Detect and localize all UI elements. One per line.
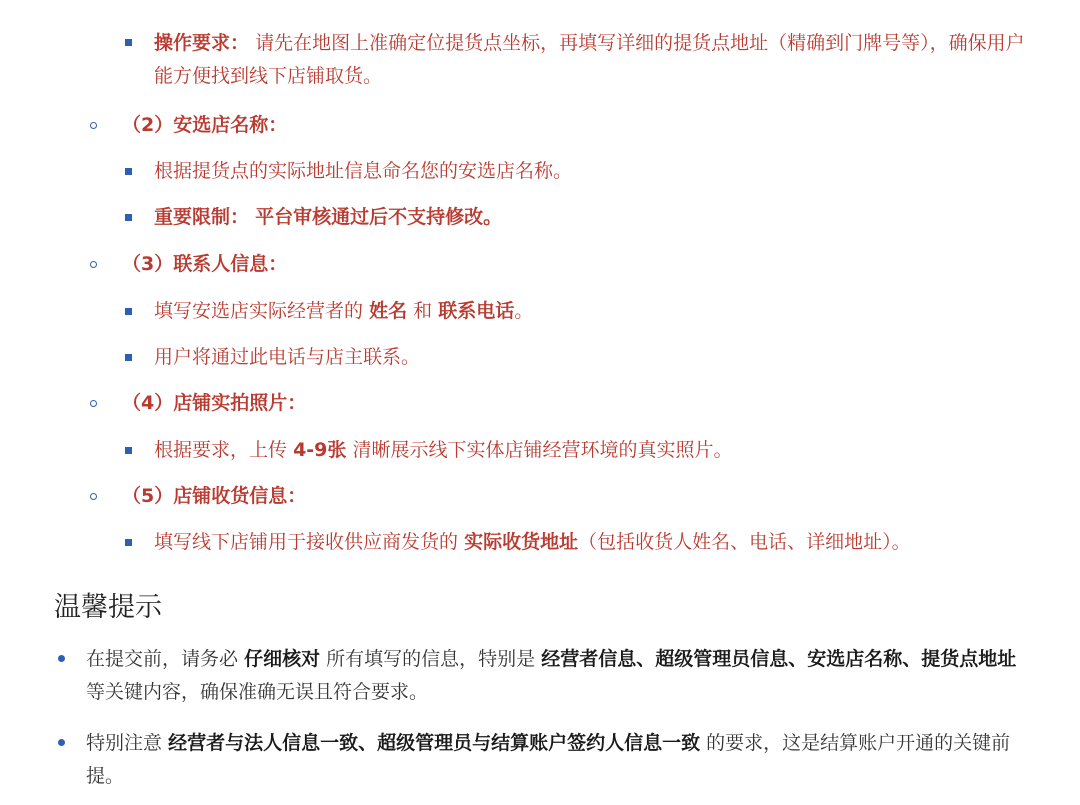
s4-item-1-pre: 根据要求，上传 — [154, 439, 288, 461]
dot-bullet-icon — [58, 739, 65, 746]
tip-1-bold-1: 仔细核对 — [244, 648, 321, 670]
s4-item-1-count: 4-9张 — [293, 439, 347, 461]
s3-item-1-post: 。 — [514, 300, 534, 322]
s5-item-1 — [154, 526, 1034, 559]
section-3-label: （3）联系人信息： — [122, 253, 288, 275]
circle-bullet-icon — [90, 261, 97, 268]
section-4-label: （4）店铺实拍照片： — [122, 392, 307, 414]
tip-1-post: 等关键内容，确保准确无误且符合要求。 — [86, 681, 429, 703]
tip-2 — [86, 727, 1036, 793]
s5-item-1-pre: 填写线下店铺用于接收供应商发货的 — [154, 531, 459, 553]
circle-bullet-icon — [90, 122, 97, 129]
s5-item-1-address: 实际收货地址 — [464, 531, 579, 553]
s3-item-1-mid: 和 — [413, 300, 433, 322]
s2-item-2 — [154, 201, 1034, 234]
s2-item-2-text: 平台审核通过后不支持修改。 — [255, 206, 503, 228]
op-requirement-text: 请先在地图上准确定位提货点坐标，再填写详细的提货点地址（精确到门牌号等），确保用户能方便找到线下店铺取货。 — [154, 32, 1025, 87]
circle-bullet-icon — [90, 400, 97, 407]
tip-1-pre: 在提交前，请务必 — [86, 648, 239, 670]
square-bullet-icon — [125, 308, 132, 315]
s4-item-1-post: 清晰展示线下实体店铺经营环境的真实照片。 — [352, 439, 733, 461]
square-bullet-icon — [125, 214, 132, 221]
s2-item-1: 根据提货点的实际地址信息命名您的安选店名称。 — [154, 160, 573, 182]
s3-item-1 — [154, 295, 1034, 328]
s4-item-1 — [154, 434, 1034, 467]
square-bullet-icon — [125, 168, 132, 175]
square-bullet-icon — [125, 539, 132, 546]
s5-item-1-post: （包括收货人姓名、电话、详细地址）。 — [578, 531, 911, 553]
tip-2-post: 的要求，这是结算账户开通的关键前提。 — [86, 732, 1011, 787]
s3-item-1-phone: 联系电话 — [438, 300, 515, 322]
square-bullet-icon — [125, 447, 132, 454]
op-requirement-item — [154, 27, 1034, 93]
tip-1-mid: 所有填写的信息，特别是 — [326, 648, 536, 670]
circle-bullet-icon — [90, 493, 97, 500]
tip-1-bold-2: 经营者信息、超级管理员信息、安选店名称、提货点地址 — [541, 648, 1017, 670]
s2-item-2-label: 重要限制： — [154, 206, 250, 228]
section-2-label: （2）安选店名称： — [122, 114, 288, 136]
tip-2-bold: 经营者与法人信息一致、超级管理员与结算账户签约人信息一致 — [168, 732, 701, 754]
square-bullet-icon — [125, 39, 132, 46]
s3-item-1-pre: 填写安选店实际经营者的 — [154, 300, 364, 322]
tip-1 — [86, 643, 1036, 709]
square-bullet-icon — [125, 354, 132, 361]
tips-title: 温馨提示 — [54, 592, 162, 623]
dot-bullet-icon — [58, 655, 65, 662]
op-requirement-label: 操作要求： — [154, 32, 250, 54]
tip-2-pre: 特别注意 — [86, 732, 163, 754]
s3-item-2: 用户将通过此电话与店主联系。 — [154, 346, 421, 368]
section-5-label: （5）店铺收货信息： — [122, 485, 307, 507]
s3-item-1-name: 姓名 — [369, 300, 408, 322]
